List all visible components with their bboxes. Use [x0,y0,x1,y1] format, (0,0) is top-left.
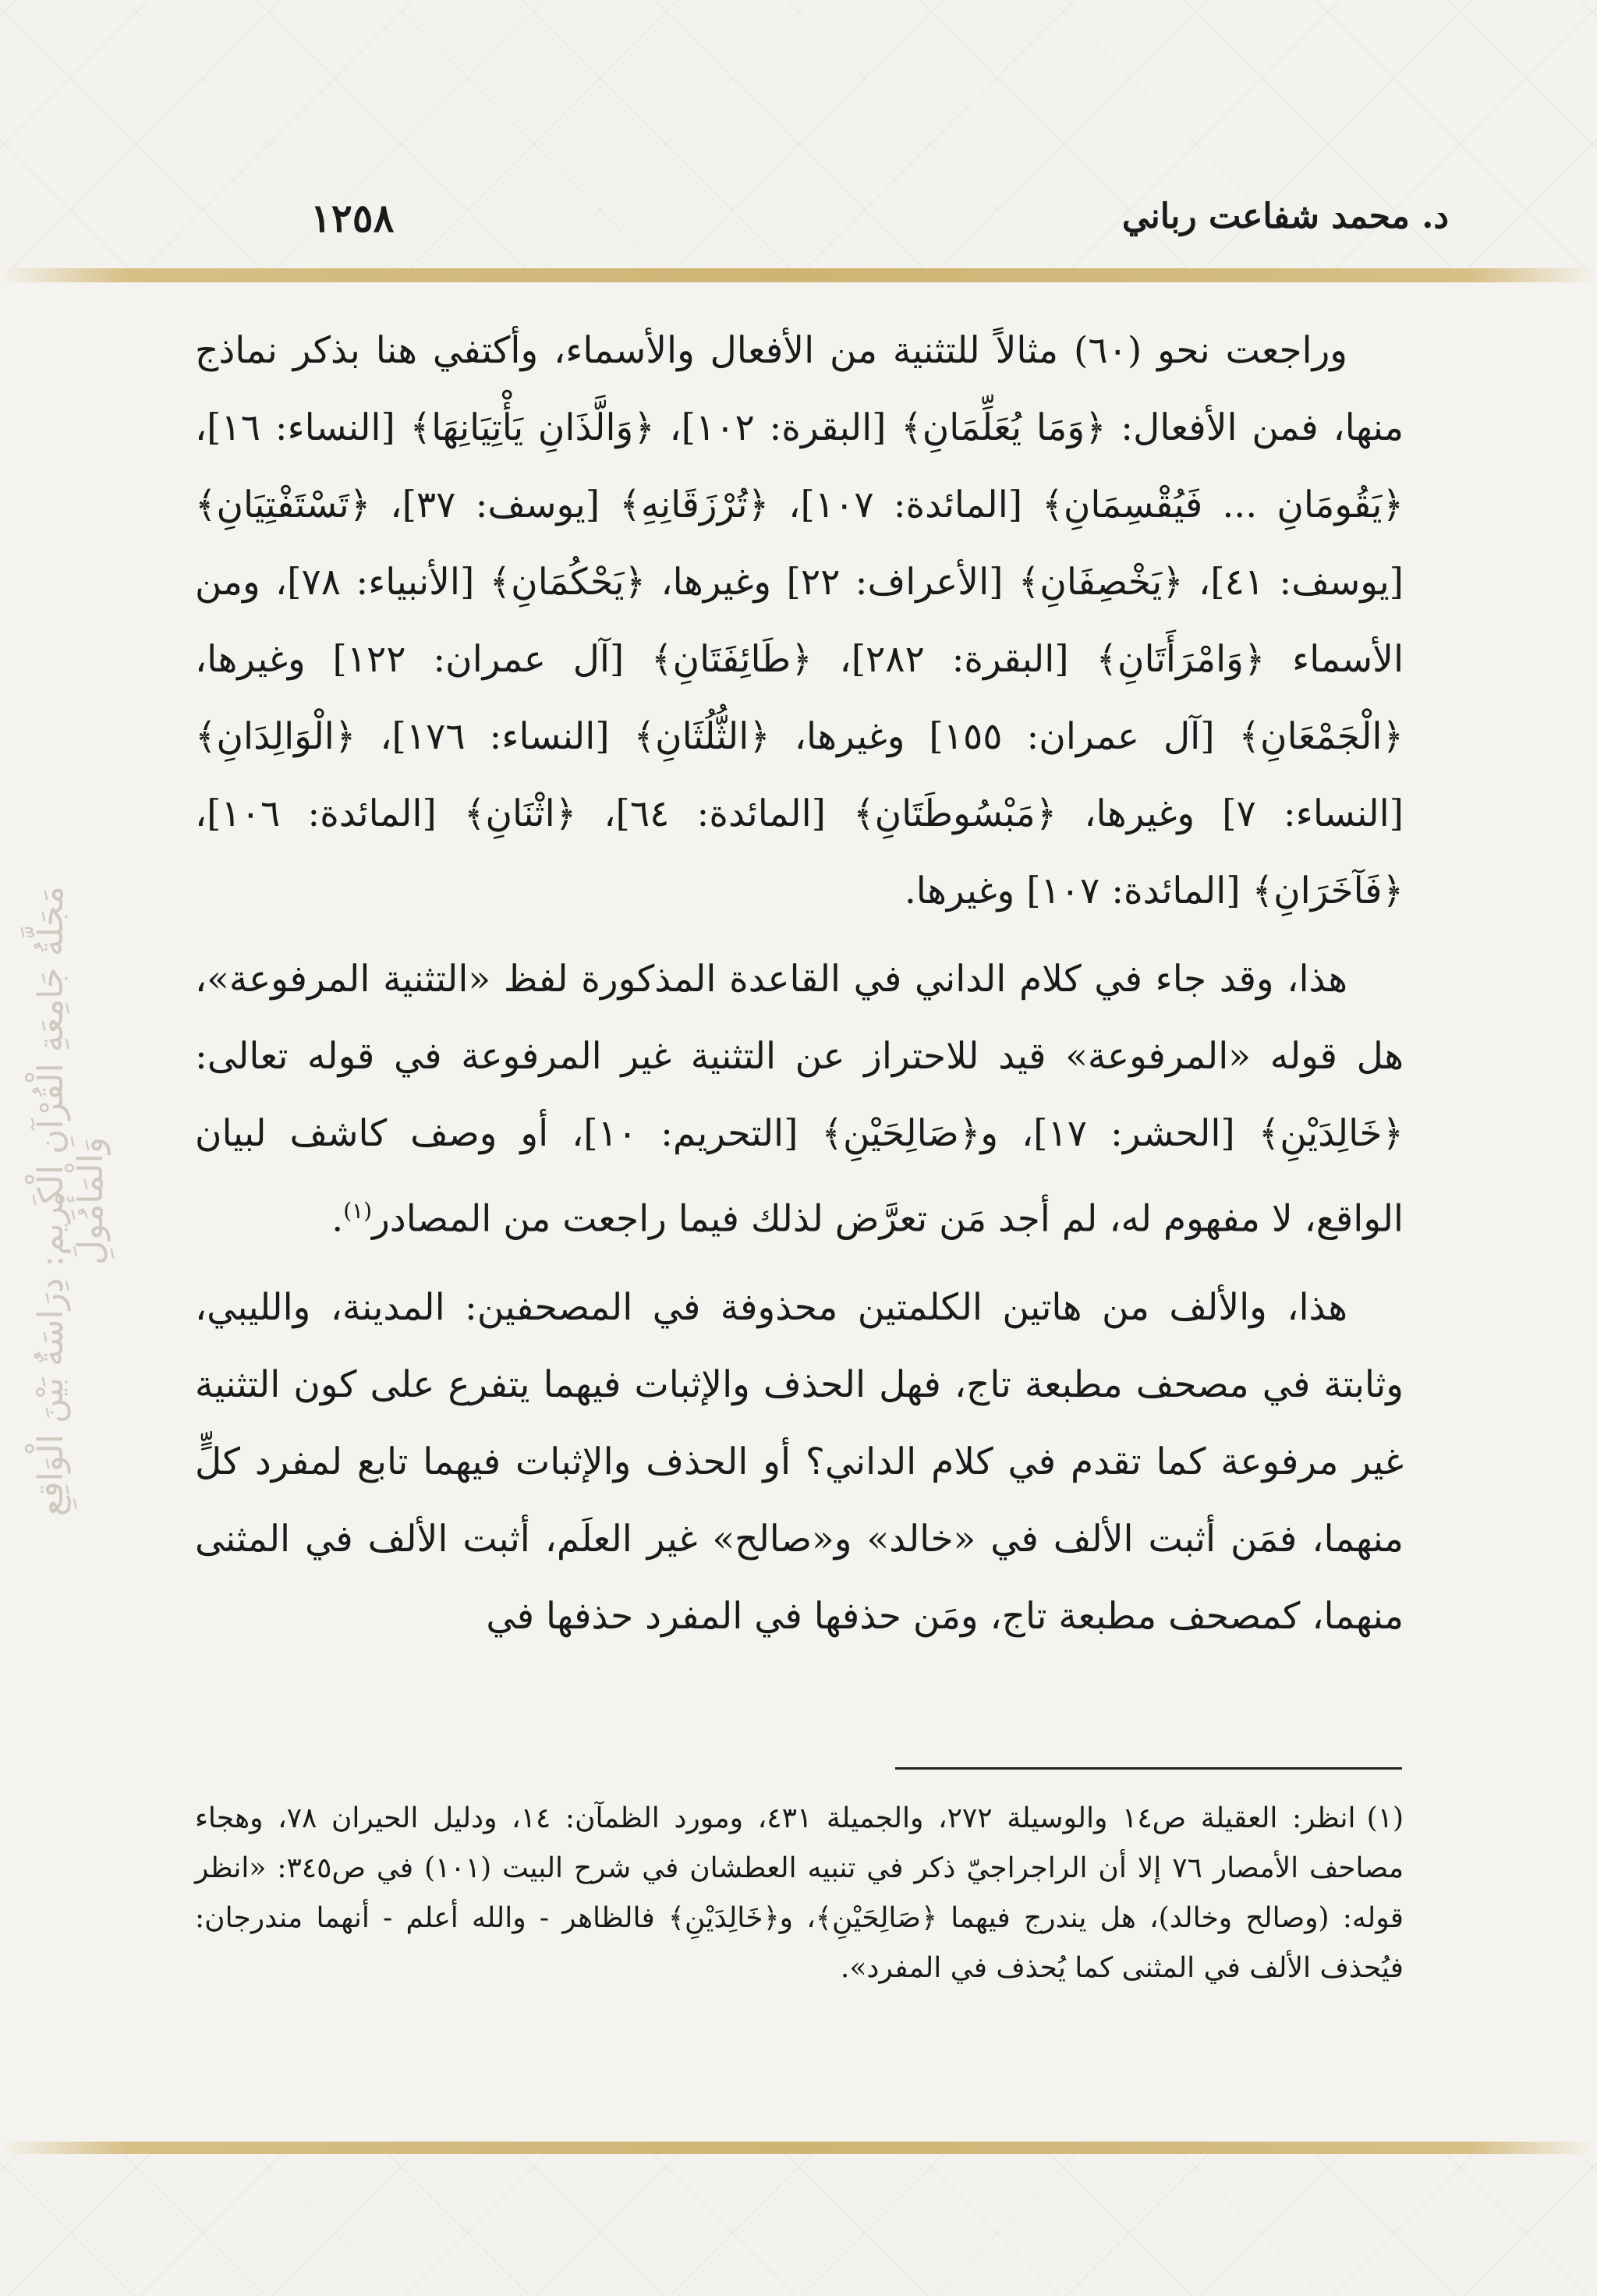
paragraph-2-text: هذا، وقد جاء في كلام الداني في القاعدة المذكورة لفظ «التثنية المرفوعة»، هل قوله «المرفوعة» قيد للاحتراز عن التثنية غير المرفوعة في قوله تعالى: ﴿خَالِدَيْنِ﴾ [الحشر: ١٧]، و﴿صَالِحَيْنِ﴾ [التحريم: ١٠]، أو وصف كاشف لبيان الواقع، لا مفهوم له، لم أجد مَن تعرَّض لذلك فيما راجعت من المصادر [195,958,1404,1241]
side-watermark-text: مَجَلَّةُ جَامِعَةِ الْقُرْآنِ الْكَرِيمِ: دِرَاسَةٌ بَيْنَ الْوَاقِعِ وَالْمَأْمُولِ [31,886,111,1516]
running-head-author: د. محمد شفاعت رباني [1121,197,1449,236]
paragraph-2-end: . [331,1197,344,1241]
main-text [195,312,1404,1655]
footnote [195,1794,1404,1993]
footer-background-pattern [0,2154,1597,2296]
footnote-text: انظر: العقيلة ص١٤ والوسيلة ٢٧٢، والجميلة ٤٣١، ومورد الظمآن: ١٤، ودليل الحيران ٧٨، وهجاء مصاحف الأمصار ٧٦ إلا أن الراجراجيّ ذكر في تنبيه العطشان في شرح البيت (١٠١) في ص٣٤٥: «انظر قوله: (وصالح وخالد)، هل يندرج فيهما ﴿صَالِحَيْنِ﴾، و﴿خَالِدَيْنِ﴾ فالظاهر - والله أعلم - أنهما مندرجان: فيُحذف الألف في المثنى كما يُحذف في المفرد». [195,1802,1404,1984]
footnote-number: (١) [1366,1802,1404,1834]
footnote-separator [895,1767,1402,1770]
paragraph-3: هذا، والألف من هاتين الكلمتين محذوفة في المصحفين: المدينة، والليبي، وثابتة في مصحف مطبعة تاج، فهل الحذف والإثبات فيهما يتفرع على كون التثنية غير مرفوعة كما تقدم في كلام الداني؟ أو الحذف والإثبات فيهما تابع لمفرد كلٍّ منهما، فمَن أثبت الألف في «خالد» و«صالح» غير العلَم، أثبت الألف في المثنى منهما، كمصحف مطبعة تاج، ومَن حذفها في المفرد حذفها في [195,1285,1404,1638]
paragraph-1: وراجعت نحو (٦٠) مثالاً للتثنية من الأفعال والأسماء، وأكتفي هنا بذكر نماذج منها، فمن الأفعال: ﴿وَمَا يُعَلِّمَانِ﴾ [البقرة: ١٠٢]، ﴿وَالَّذَانِ يَأْتِيَانِهَا﴾ [النساء: ١٦]، ﴿يَقُومَانِ ... فَيُقْسِمَانِ﴾ [المائدة: ١٠٧]، ﴿تُرْزَقَانِهِ﴾ [يوسف: ٣٧]، ﴿تَسْتَفْتِيَانِ﴾ [يوسف: ٤١]، ﴿يَخْصِفَانِ﴾ [الأعراف: ٢٢] وغيرها، ﴿يَحْكُمَانِ﴾ [الأنبياء: ٧٨]، ومن الأسماء ﴿وَامْرَأَتَانِ﴾ [البقرة: ٢٨٢]، ﴿طَائِفَتَانِ﴾ [آل عمران: ١٢٢] وغيرها، ﴿الْجَمْعَانِ﴾ [آل عمران: ١٥٥] وغيرها، ﴿الثُّلُثَانِ﴾ [النساء: ١٧٦]، ﴿الْوَالِدَانِ﴾ [النساء: ٧] وغيرها، ﴿مَبْسُوطَتَانِ﴾ [المائدة: ٦٤]، ﴿اثْنَانِ﴾ [المائدة: ١٠٦]، ﴿فَآخَرَانِ﴾ [المائدة: ١٠٧] وغيرها. [195,329,1404,912]
header-gold-band [0,268,1597,282]
paragraph-2 [195,941,1404,1258]
page-number: ١٢٥٨ [310,195,395,241]
footnote-marker[interactable]: (١) [343,1198,373,1224]
